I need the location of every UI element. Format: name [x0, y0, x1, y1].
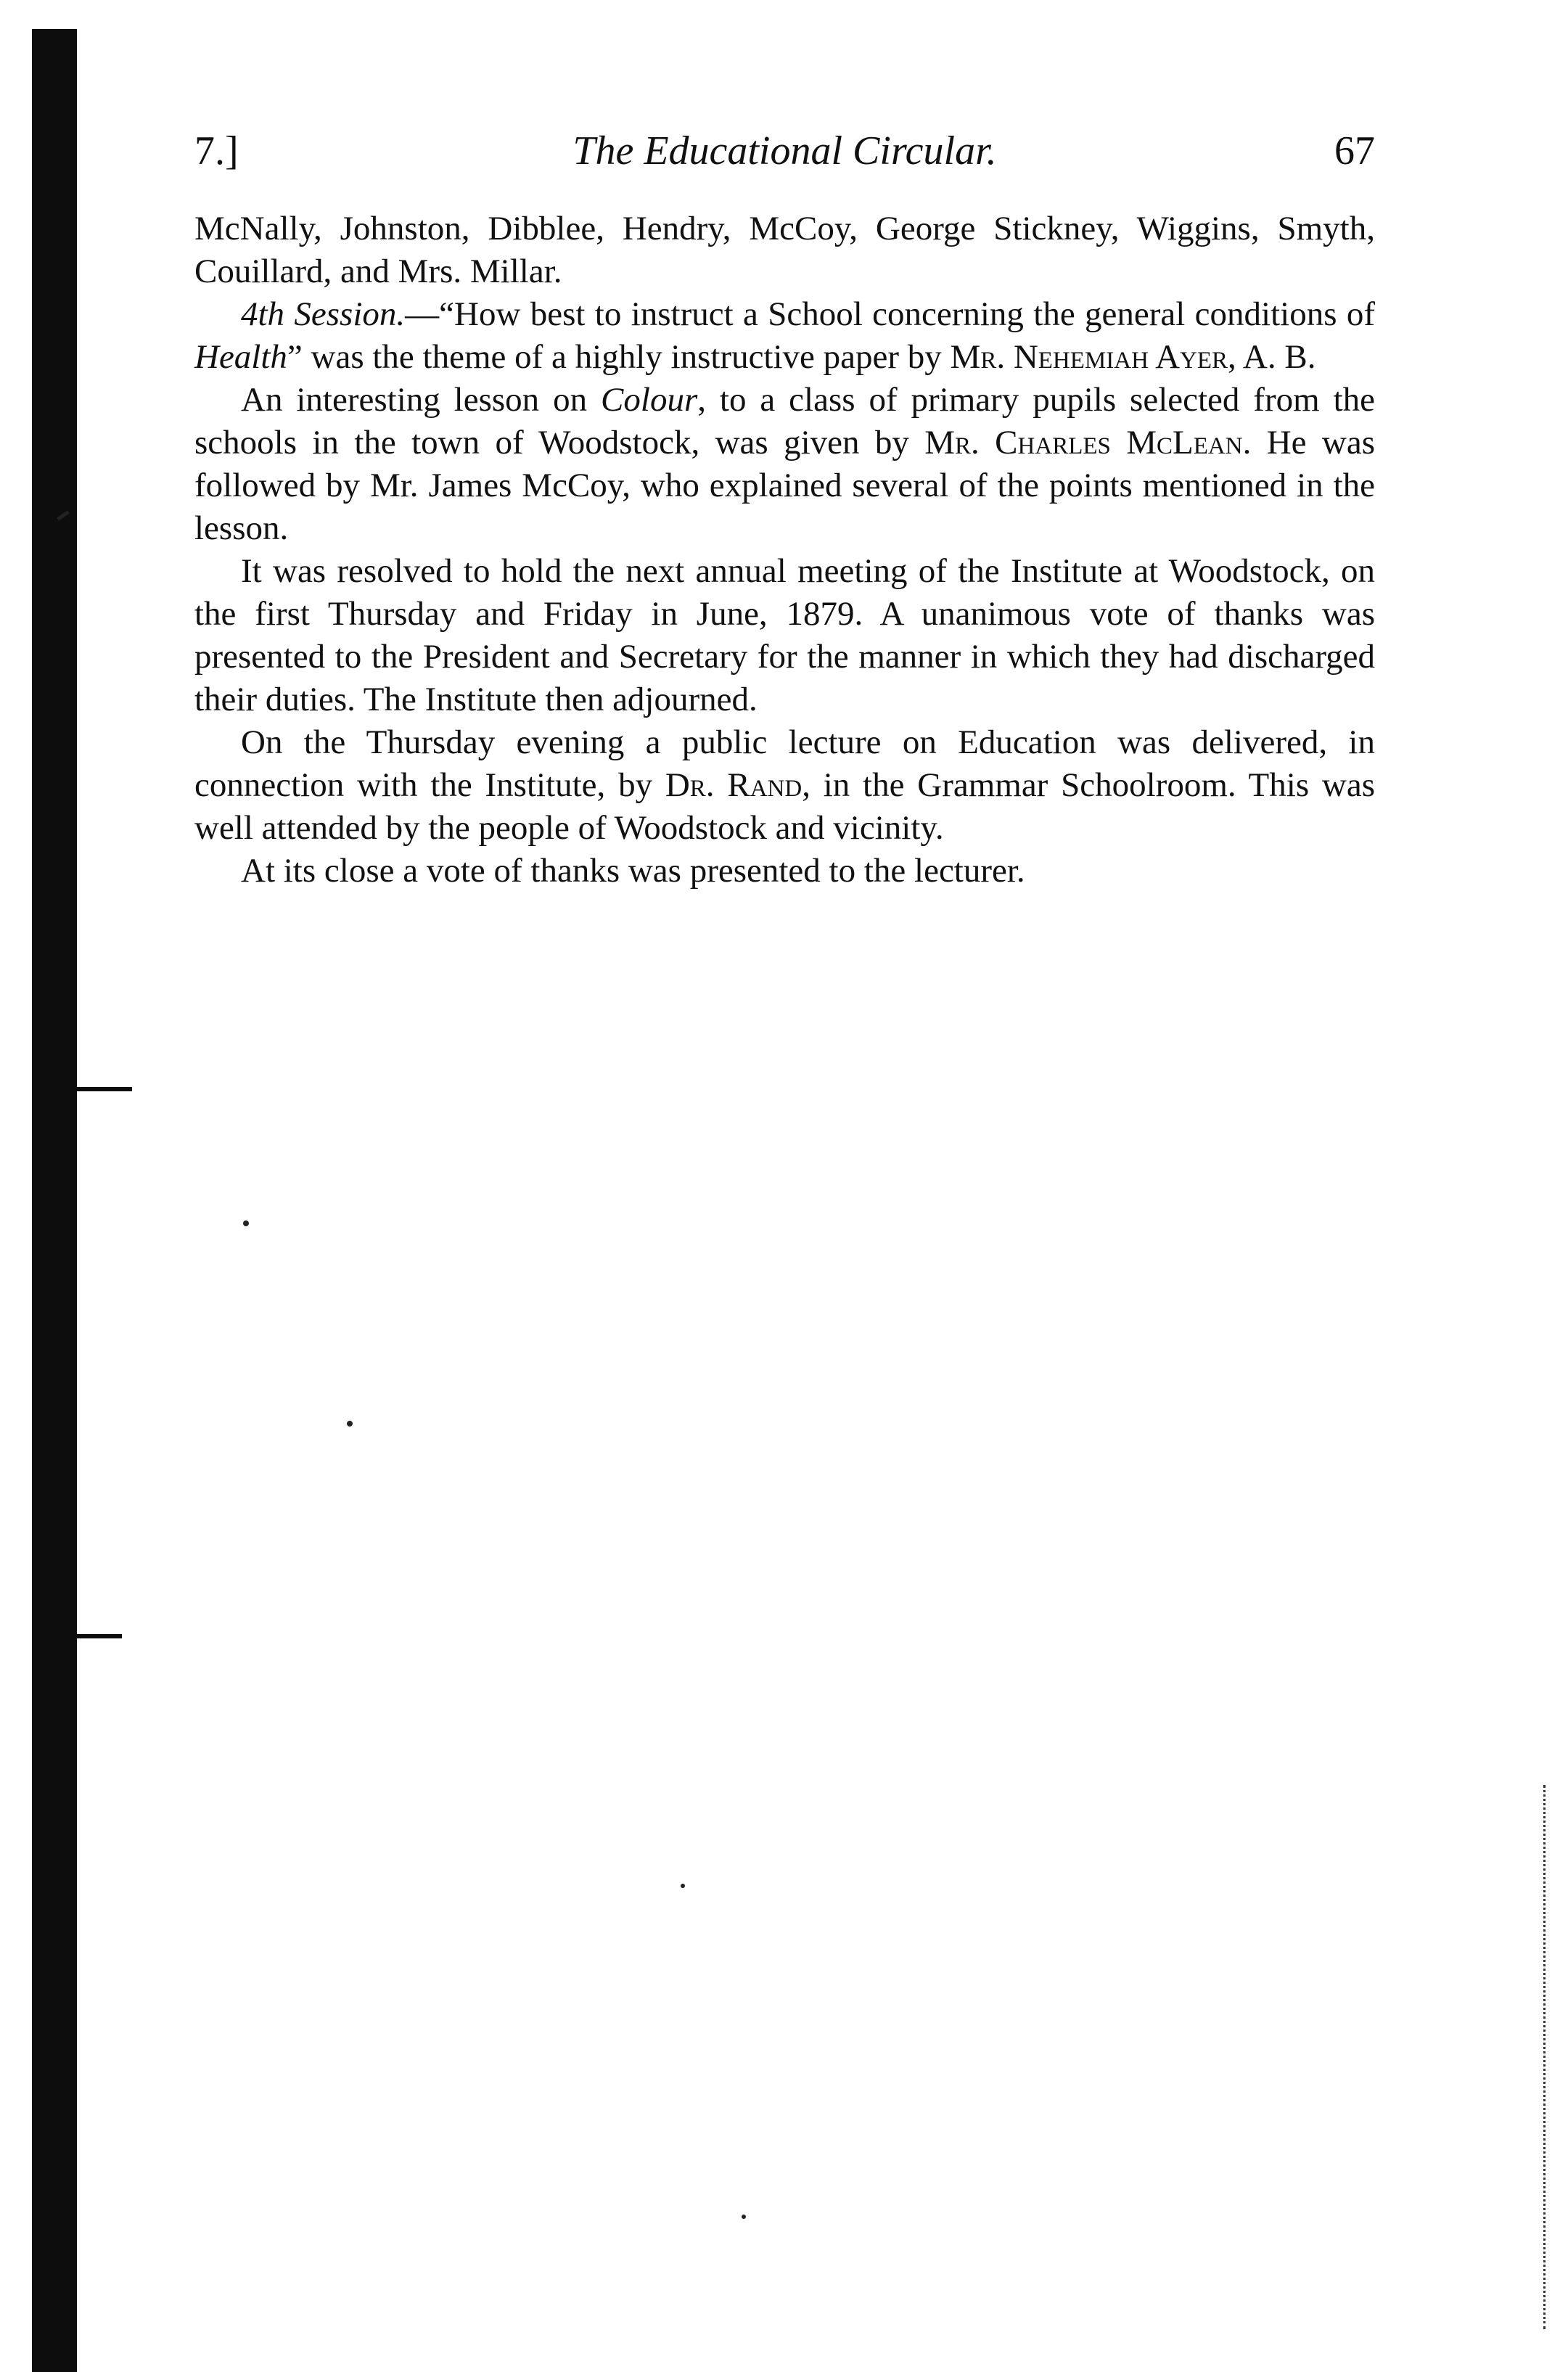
- paragraph-text: On the Thursday evening a public lecture on Education was delivered, in connection with the Institute, by: [194, 723, 1375, 804]
- attendee-list: McNally, Johnston, Dibblee, Hendry, McCoy, George Stickney, Wiggins, Smyth, Couillard, and Mrs. Millar.: [194, 210, 1375, 290]
- session-label: 4th Session.: [241, 295, 406, 333]
- paragraph: [194, 379, 1375, 550]
- paragraph-text: At its close a vote of thanks was presented to the lecturer.: [241, 852, 1025, 890]
- paragraph: [194, 850, 1375, 892]
- scan-speck: [347, 1421, 353, 1427]
- paragraph-text: , to a class of primary pupils selected from the schools in the town of Woodstock, was given by: [194, 381, 1376, 461]
- paragraph: [194, 293, 1375, 379]
- article-body: [194, 208, 1375, 892]
- scan-speck: [742, 2215, 746, 2219]
- speaker-name: Mr. Nehemiah Ayer: [950, 338, 1228, 376]
- paragraph: [194, 208, 1375, 293]
- binding-edge-mark: [71, 1634, 122, 1638]
- issue-number: 7.]: [194, 128, 239, 173]
- emphasized-term: Colour: [601, 381, 698, 419]
- scan-edge-specks: [1543, 1785, 1548, 2329]
- speaker-name: Dr. Rand: [665, 766, 803, 804]
- emphasized-term: Health: [194, 338, 287, 376]
- scan-speck: [681, 1884, 685, 1888]
- speaker-name: Mr. Charles McLean: [924, 424, 1243, 461]
- scan-speck: [243, 1220, 249, 1226]
- binding-edge-mark: [71, 1087, 132, 1091]
- paragraph-text: It was resolved to hold the next annual meeting of the Institute at Woodstock, on the first Thursday and Friday in June, 1879. A unanimous vote of thanks was presented to the President and Secretary for the manner in which they had discharged their duties. The Institute then adjourned.: [194, 552, 1375, 718]
- paragraph-text: , A. B.: [1228, 338, 1316, 376]
- page-binding-edge: [32, 29, 77, 2372]
- paragraph-text: ” was the theme of a highly instructive paper by: [287, 338, 951, 376]
- paragraph: [194, 550, 1375, 721]
- publication-title: The Educational Circular.: [572, 128, 997, 173]
- paragraph-text: —“How best to instruct a School concerning the general conditions of: [405, 295, 1375, 333]
- paragraph-text: An interesting lesson on: [241, 381, 602, 419]
- paragraph-text: . He was followed by Mr. James McCoy, who explained several of the points mentioned in the lesson.: [194, 424, 1375, 547]
- page-number: 67: [1334, 128, 1375, 173]
- running-head: [194, 122, 1375, 180]
- paragraph: [194, 721, 1375, 850]
- paragraph-text: , in the Grammar Schoolroom. This was well attended by the people of Woodstock and vicinity.: [194, 766, 1375, 847]
